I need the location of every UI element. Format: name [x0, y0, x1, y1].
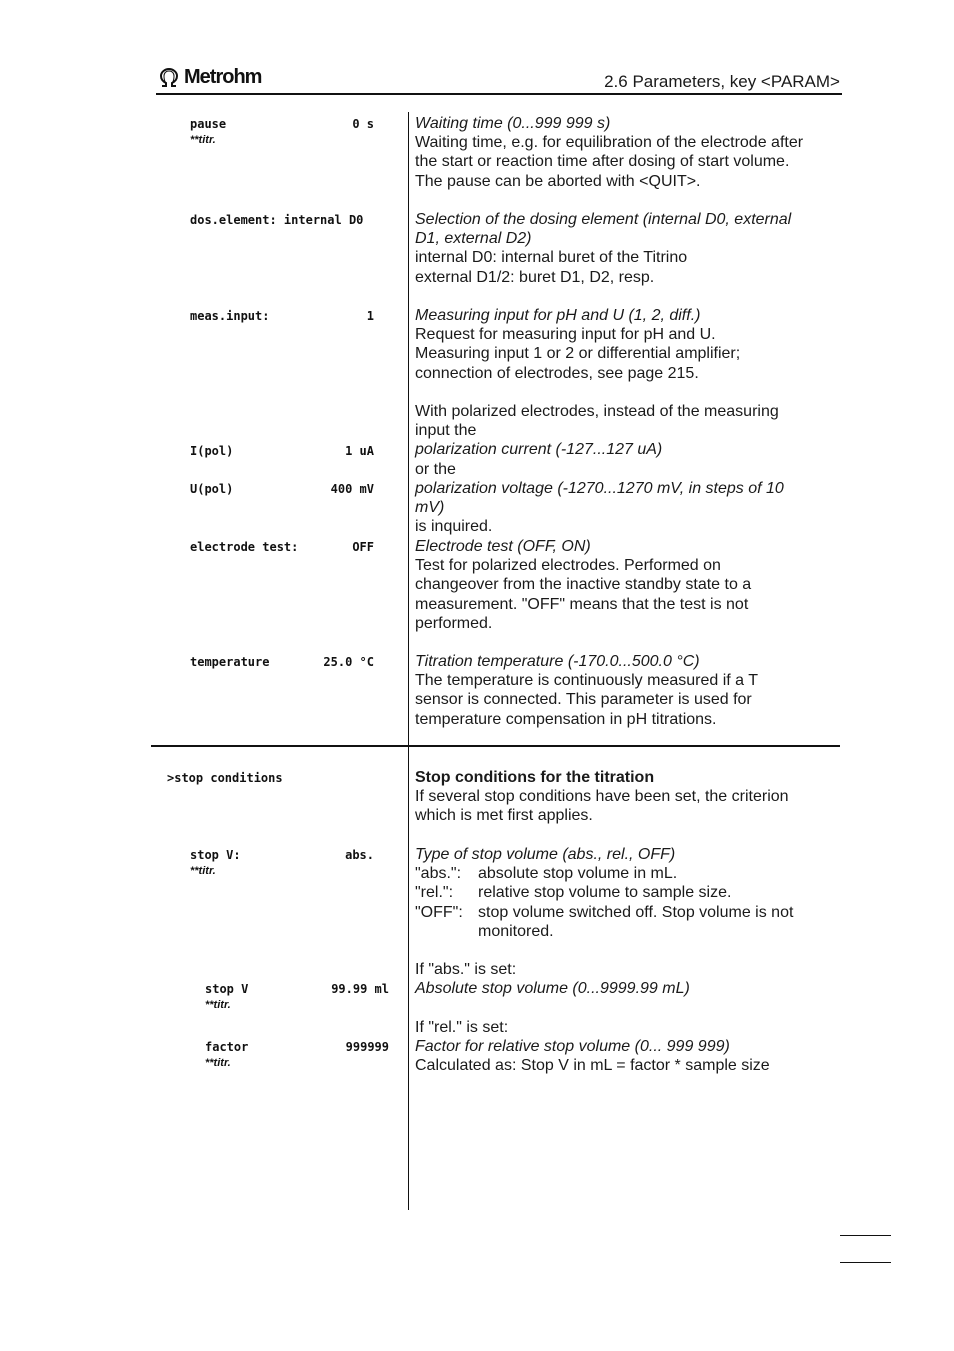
param-value: abs.: [345, 848, 374, 862]
param-electrode-test: [190, 540, 374, 554]
desc-line: sensor is connected. This parameter is used for: [415, 691, 752, 709]
desc-factor: [415, 1018, 840, 1076]
column-divider-lower: [408, 747, 409, 1210]
desc-pause: [415, 114, 840, 191]
param-value: OFF: [352, 540, 374, 554]
desc-dos-element: [415, 210, 840, 287]
desc-line: connection of electrodes, see page 215.: [415, 364, 699, 382]
desc-line: Calculated as: Stop V in mL = factor * sample size: [415, 1057, 770, 1075]
param-pause: [190, 117, 374, 146]
param-name: pause: [190, 117, 227, 131]
desc-line: internal D0: internal buret of the Titrino: [415, 249, 688, 267]
param-stop-v: [205, 982, 389, 1011]
param-value: 400 mV: [330, 482, 374, 496]
option-row: [415, 864, 840, 883]
desc-line: input the: [415, 422, 477, 440]
option-key: "rel.":: [415, 884, 454, 902]
section-title: 2.6 Parameters, key <PARAM>: [604, 72, 840, 91]
param-factor: [205, 1040, 389, 1069]
brand-name: Metrohm: [184, 66, 262, 88]
desc-title: polarization voltage (-1270...1270 mV, in steps of 10: [415, 479, 784, 497]
desc-title: Factor for relative stop volume (0... 999 999): [415, 1038, 730, 1056]
option-text: absolute stop volume in mL.: [478, 865, 678, 883]
param-name: temperature: [190, 655, 270, 669]
desc-stop-v: [415, 960, 840, 998]
footer-rule: [840, 1262, 891, 1263]
param-value: 99.99 ml: [331, 982, 389, 996]
param-u-pol: [190, 482, 374, 496]
section-heading: Stop conditions for the titration: [415, 769, 655, 786]
param-value: 25.0 °C: [323, 655, 374, 669]
desc-title: Selection of the dosing element (internal D0, external: [415, 211, 792, 228]
desc-line: Waiting time, e.g. for equilibration of the electrode after: [415, 134, 804, 152]
desc-line: If several stop conditions have been set, the criterion: [415, 788, 789, 806]
brand-logo: [158, 66, 261, 89]
header-rule: [156, 93, 842, 95]
desc-line: temperature compensation in pH titrations.: [415, 710, 717, 728]
param-value: 1: [366, 309, 374, 323]
option-text: relative stop volume to sample size.: [478, 884, 732, 902]
param-stop-conditions: >stop conditions: [167, 771, 283, 785]
desc-title: Electrode test (OFF, ON): [415, 538, 591, 555]
param-value: 999999: [345, 1040, 389, 1054]
param-name: electrode test:: [190, 540, 299, 554]
param-value: 0 s: [352, 117, 374, 131]
titr-tag: **titr.: [190, 134, 216, 146]
titr-tag: **titr.: [205, 1057, 231, 1069]
desc-line: The pause can be aborted with <QUIT>.: [415, 172, 701, 190]
option-key: "abs.":: [415, 865, 462, 883]
option-key: [415, 922, 478, 941]
desc-line: is inquired.: [415, 518, 493, 536]
desc-line: Test for polarized electrodes. Performed on: [415, 557, 721, 575]
desc-line: changeover from the inactive standby state to a: [415, 576, 752, 594]
desc-title: Type of stop volume (abs., rel., OFF): [415, 846, 676, 863]
desc-meas-input: [415, 306, 840, 383]
desc-line: If "abs." is set:: [415, 961, 517, 978]
desc-line: which is met first applies.: [415, 807, 593, 825]
desc-stop-v-mode: [415, 845, 840, 941]
option-row: [415, 903, 840, 922]
param-name: I(pol): [190, 444, 234, 458]
desc-line: external D1/2: buret D1, D2, resp.: [415, 268, 655, 286]
column-divider-upper: [408, 112, 409, 747]
desc-stop-conditions: [415, 768, 840, 826]
desc-polarized: [415, 402, 840, 536]
metrohm-omega-icon: [158, 68, 180, 88]
desc-title: polarization current (-127...127 uA): [415, 441, 663, 459]
desc-electrode-test: [415, 537, 840, 633]
desc-title: Titration temperature (-170.0...500.0 °C): [415, 653, 700, 670]
option-row: [415, 883, 840, 902]
desc-line: Measuring input 1 or 2 or differential amplifier;: [415, 345, 741, 363]
param-dos-element: dos.element: internal D0: [190, 213, 364, 227]
option-text: monitored.: [478, 922, 554, 940]
section-separator: [151, 745, 840, 747]
desc-title: Absolute stop volume (0...9999.99 mL): [415, 980, 690, 998]
footer-rule: [840, 1235, 891, 1236]
desc-line: The temperature is continuously measured if a T: [415, 672, 758, 690]
titr-tag: **titr.: [190, 865, 216, 877]
option-text: stop volume switched off. Stop volume is not: [478, 903, 794, 921]
desc-line: With polarized electrodes, instead of the measuring: [415, 403, 779, 420]
desc-line: If "rel." is set:: [415, 1019, 509, 1036]
param-i-pol: [190, 444, 374, 458]
option-key: "OFF":: [415, 903, 463, 921]
desc-line: the start or reaction time after dosing of start volume.: [415, 153, 790, 171]
desc-line: measurement. "OFF" means that the test is not: [415, 595, 749, 613]
param-name: U(pol): [190, 482, 234, 496]
param-meas-input: [190, 309, 374, 323]
param-name: factor: [205, 1040, 249, 1054]
param-value: 1 uA: [345, 444, 374, 458]
desc-line: or the: [415, 460, 456, 478]
param-name: stop V:: [190, 848, 241, 862]
desc-title: D1, external D2): [415, 230, 532, 248]
param-name: stop V: [205, 982, 249, 996]
desc-temperature: [415, 652, 840, 729]
desc-line: performed.: [415, 614, 493, 632]
desc-title: Measuring input for pH and U (1, 2, diff.): [415, 307, 701, 324]
desc-line: Request for measuring input for pH and U.: [415, 326, 716, 344]
desc-title: Waiting time (0...999 999 s): [415, 115, 611, 132]
option-row: [415, 922, 840, 941]
desc-title: mV): [415, 499, 445, 517]
param-name: meas.input:: [190, 309, 270, 323]
param-stop-v-mode: [190, 848, 374, 877]
param-temperature: [190, 655, 374, 669]
titr-tag: **titr.: [205, 999, 231, 1011]
